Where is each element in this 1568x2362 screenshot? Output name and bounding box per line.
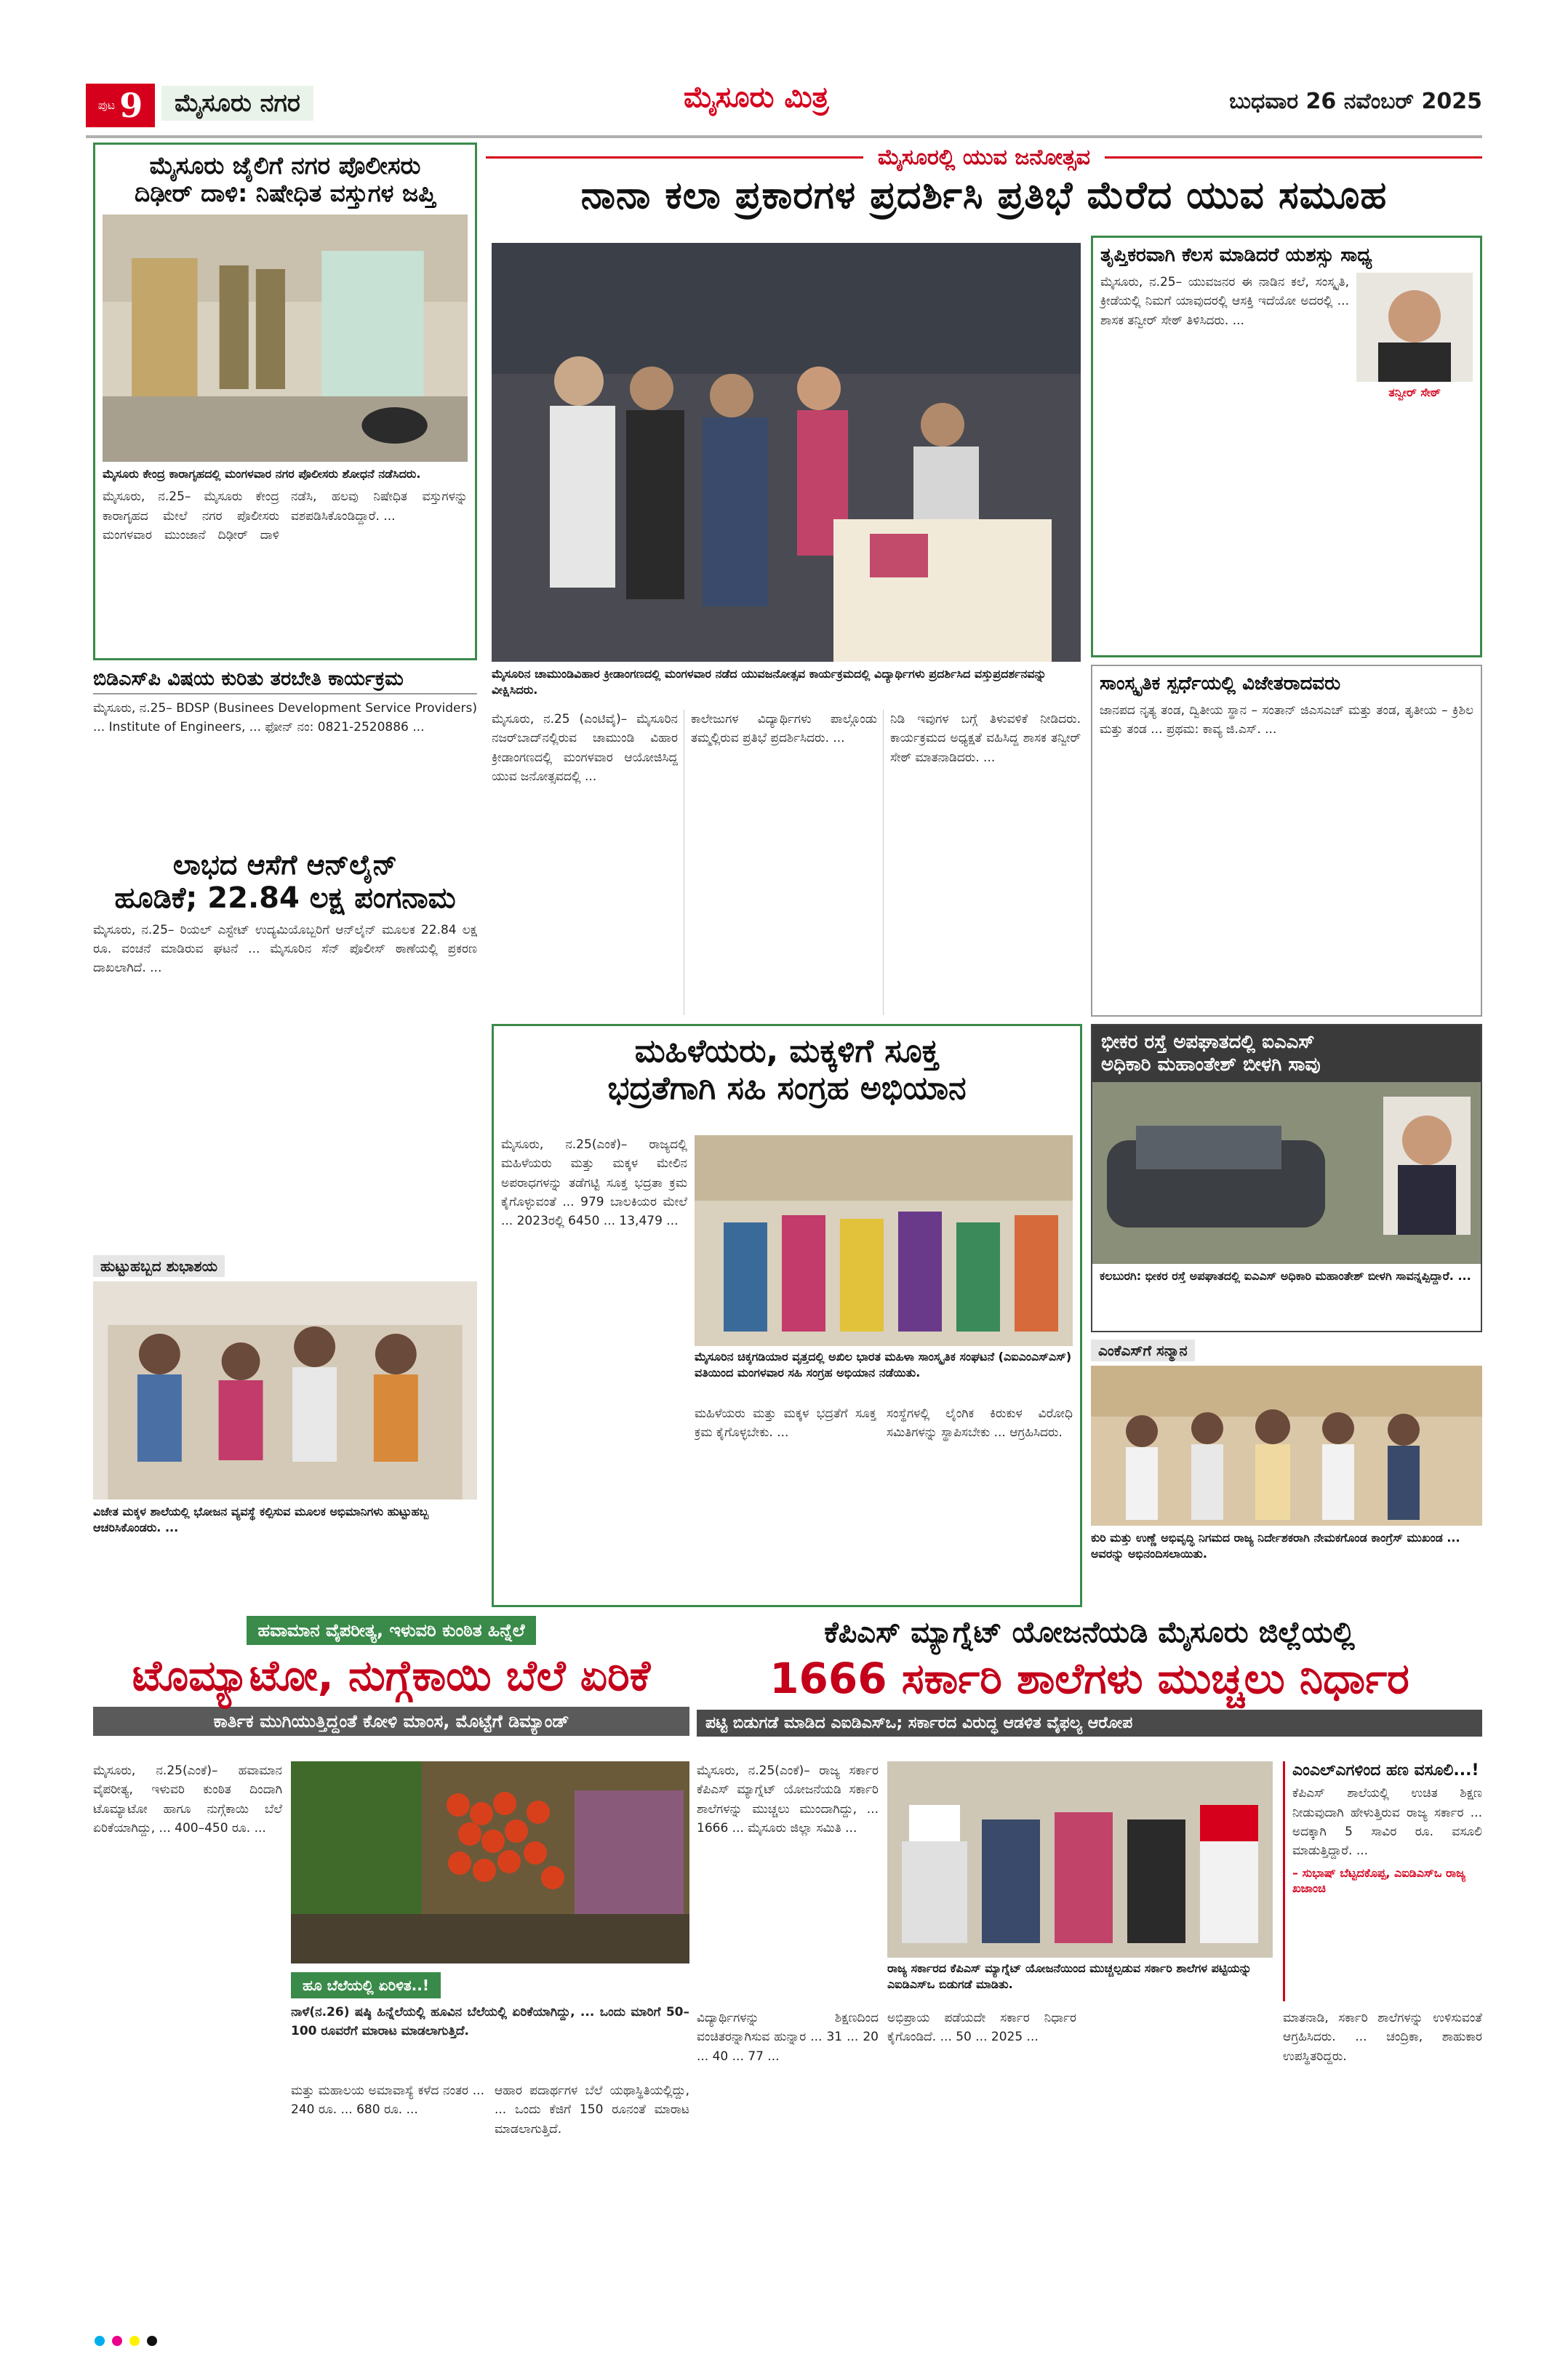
jail-photo-caption: ಮೈಸೂರು ಕೇಂದ್ರ ಕಾರಾಗೃಹದಲ್ಲಿ ಮಂಗಳವಾರ ನಗರ ಪೊಲೀಸರು ಶೋಧನೆ ನಡೆಸಿದರು. bbox=[103, 466, 421, 481]
school-headline-line1: ಕೆಪಿಎಸ್ ಮ್ಯಾಗ್ನೆಟ್ ಯೋಜನೆಯಡಿ ಮೈಸೂರು ಜಿಲ್ಲೆಯಲ್ಲಿ bbox=[824, 1616, 1355, 1649]
print-registration-dots bbox=[95, 2336, 157, 2346]
birthday-caption: ವಿಜೇತ ಮಕ್ಕಳ ಶಾಲೆಯಲ್ಲಿ ಭೋಜನ ವ್ಯವಸ್ಥೆ ಕಲ್ಪಿಸುವ ಮೂಲಕ ಅಭಿಮಾನಿಗಳು ಹುಟ್ಟುಹಬ್ಬ ಆಚರಿಸಿಕೊಂಡರು. ... bbox=[93, 1505, 429, 1534]
women-photo-image bbox=[695, 1135, 1073, 1346]
youth-fest-body-col1: ಮೈಸೂರು, ನ.25 (ಎಂಟಿವೈ)– ಮೈಸೂರಿನ ನಜರ್‌ಬಾದ್‌ನಲ್ಲಿರುವ ಚಾಮುಂಡಿ ವಿಹಾರ ಕ್ರೀಡಾಂಗಣದಲ್ಲಿ ಮಂಗಳವಾರ ಆಯೋಜಿಸಿದ್ದ ಯುವ ಜನೋತ್ಸವದಲ್ಲಿ ... bbox=[492, 712, 678, 785]
school-story bbox=[697, 1616, 1482, 2299]
honour-caption: ಕುರಿ ಮತ್ತು ಉಣ್ಣೆ ಅಭಿವೃದ್ಧಿ ನಿಗಮದ ರಾಜ್ಯ ನಿರ್ದೇಶಕರಾಗಿ ನೇಮಕಗೊಂಡ ಕಾಂಗ್ರೆಸ್ ಮುಖಂಡ ... ಅವರನ್ನು ಅಭಿನಂದಿಸಲಾಯಿತು. bbox=[1091, 1531, 1460, 1561]
school-caption: ರಾಜ್ಯ ಸರ್ಕಾರದ ಕೆಪಿಎಸ್ ಮ್ಯಾಗ್ನೆಟ್ ಯೋಜನೆಯಿಂದ ಮುಚ್ಚಲ್ಪಡುವ ಸರ್ಕಾರಿ ಶಾಲೆಗಳ ಪಟ್ಟಿಯನ್ನು ಎಐಡಿಎಸ್‌ಒ ಬಿಡುಗಡೆ ಮಾಡಿತು. bbox=[887, 1961, 1252, 1991]
success-portrait-image bbox=[1356, 273, 1473, 382]
youth-fest-body-col3: ನಿಡಿ ಇವುಗಳ ಬಗ್ಗೆ ತಿಳುವಳಿಕೆ ನೀಡಿದರು. ಕಾರ್ಯಕ್ರಮದ ಅಧ್ಯಕ್ಷತೆ ವಹಿಸಿದ್ದ ಶಾಸಕ ತನ್ವೀರ್ ಸೇಠ್ ಮಾತನಾಡಿದರು. ... bbox=[890, 712, 1081, 765]
tomato-body-col2: ಮತ್ತು ಮಹಾಲಯ ಅಮಾವಾಸ್ಯೆ ಕಳೆದ ನಂತರ ... 240 ರೂ. ... 680 ರೂ. ... bbox=[291, 2083, 484, 2118]
accident-box bbox=[1091, 1024, 1482, 1332]
women-body-col1: ಮೈಸೂರು, ನ.25(ಎಂಕೆ)– ರಾಜ್ಯದಲ್ಲಿ ಮಹಿಳೆಯರು ಮತ್ತು ಮಕ್ಕಳ ಮೇಲಿನ ಅಪರಾಧಗಳನ್ನು ತಡೆಗಟ್ಟಿ ಸೂಕ್ತ ಭದ್ರತಾ ಕ್ರಮ ಕೈಗೊಳ್ಳುವಂತೆ ... 979 ಬಾಲಕಿಯರ ಮೇಲೆ ... 2023ರಲ್ಲಿ 6450 ... 13,479 ... bbox=[501, 1137, 687, 1229]
youth-fest-caption: ಮೈಸೂರಿನ ಚಾಮುಂಡಿವಿಹಾರ ಕ್ರೀಡಾಂಗಣದಲ್ಲಿ ಮಂಗಳವಾರ ನಡೆದ ಯುವಜನೋತ್ಸವ ಕಾರ್ಯಕ್ರಮದಲ್ಲಿ ವಿದ್ಯಾರ್ಥಿಗಳು ಪ್ರದರ್ಶಿಸಿದ ವಸ್ತುಪ್ರದರ್ಶನವನ್ನು ವೀಕ್ಷಿಸಿದರು. bbox=[492, 667, 1047, 697]
school-body-col1: ಮೈಸೂರು, ನ.25(ಎಂಕೆ)– ರಾಜ್ಯ ಸರ್ಕಾರ ಕೆಪಿಎಸ್ ಮ್ಯಾಗ್ನೆಟ್ ಯೋಜನೆಯಡಿ ಸರ್ಕಾರಿ ಶಾಲೆಗಳನ್ನು ಮುಚ್ಚಲು ಮುಂದಾಗಿದ್ದು, ... 1666 ... ಮೈಸೂರು ಜಿಲ್ಲಾ ಸಮಿತಿ ... bbox=[697, 1764, 879, 1836]
accident-caption: ಕಲಬುರಗಿ: ಭೀಕರ ರಸ್ತೆ ಅಪಘಾತದಲ್ಲಿ ಐಎಎಸ್ ಅಧಿಕಾರಿ ಮಹಾಂತೇಶ್ ಬೀಳಗಿ ಸಾವನ್ನಪ್ಪಿದ್ದಾರೆ. ... bbox=[1100, 1269, 1471, 1283]
jail-story-box bbox=[93, 143, 477, 660]
success-body: ಮೈಸೂರು, ನ.25– ಯುವಜನರ ಈ ನಾಡಿನ ಕಲೆ, ಸಂಸ್ಕೃತಿ, ಕ್ರೀಡೆಯಲ್ಲಿ ನಿಮಗೆ ಯಾವುದರಲ್ಲಿ ಆಸಕ್ತಿ ಇದೆಯೋ ಅದರಲ್ಲಿ ... ಶಾಸಕ ತನ್ವೀರ್ ಸೇಠ್ ತಿಳಿಸಿದರು. ... bbox=[1100, 274, 1349, 328]
school-body-col3: ಅಭಿಪ್ರಾಯ ಪಡೆಯದೇ ಸರ್ಕಾರ ನಿರ್ಧಾರ ಕೈಗೊಂಡಿದೆ. ... 50 ... 2025 ... bbox=[887, 2011, 1076, 2045]
tomato-body-col3: ಆಹಾರ ಪದಾರ್ಥಗಳ ಬೆಲೆ ಯಥಾಸ್ಥಿತಿಯಲ್ಲಿದ್ದು, ... ಒಂದು ಕೆಜಿಗೆ 150 ರೂನಂತೆ ಮಾರಾಟ ಮಾಡಲಾಗುತ್ತಿದೆ. bbox=[495, 2083, 689, 2137]
tomato-headline: ಟೊಮ್ಯಾಟೋ, ನುಗ್ಗೆಕಾಯಿ ಬೆಲೆ ಏರಿಕೆ bbox=[132, 1651, 651, 1700]
jail-body: ಮೈಸೂರು, ನ.25– ಮೈಸೂರು ಕೇಂದ್ರ ಕಾರಾಗೃಹದ ಮೇಲೆ ನಗರ ಪೊಲೀಸರು ಮಂಗಳವಾರ ಮುಂಜಾನೆ ದಿಢೀರ್ ದಾಳಿ ನಡೆಸಿ, ಹಲವು ನಿಷೇಧಿತ ವಸ್ತುಗಳನ್ನು ವಶಪಡಿಸಿಕೊಂಡಿದ್ದಾರೆ. ... bbox=[103, 489, 468, 543]
winners-headline: ಸಾಂಸ್ಕೃತಿಕ ಸ್ಪರ್ಧೆಯಲ್ಲಿ ವಿಜೇತರಾದವರು bbox=[1100, 673, 1341, 694]
birthday-photo-image bbox=[93, 1281, 477, 1500]
yellow-dot bbox=[129, 2336, 140, 2346]
fraud-headline-line1: ಲಾಭದ ಆಸೆಗೆ ಆನ್‌ಲೈನ್ bbox=[172, 849, 398, 881]
women-headline-line1: ಮಹಿಳೆಯರು, ಮಕ್ಕಳಿಗೆ ಸೂಕ್ತ bbox=[634, 1033, 940, 1070]
women-body-col2: ಮಹಿಳೆಯರು ಮತ್ತು ಮಕ್ಕಳ ಭದ್ರತೆಗೆ ಸೂಕ್ತ ಕ್ರಮ ಕೈಗೊಳ್ಳಬೇಕು. ... bbox=[695, 1406, 876, 1441]
success-box bbox=[1091, 236, 1482, 657]
school-photo bbox=[887, 1761, 1273, 1958]
women-body-col3: ಸಂಸ್ಥೆಗಳಲ್ಲಿ ಲೈಂಗಿಕ ಕಿರುಕುಳ ವಿರೋಧಿ ಸಮಿತಿಗಳನ್ನು ಸ್ಥಾಪಿಸಬೇಕು ... ಆಗ್ರಹಿಸಿದರು. bbox=[887, 1406, 1073, 1441]
success-headline: ತೃಪ್ತಿಕರವಾಗಿ ಕೆಲಸ ಮಾಡಿದರೆ ಯಶಸ್ಸು ಸಾಧ್ಯ bbox=[1100, 244, 1372, 266]
school-quote-body: ಕೆಪಿಎಸ್ ಶಾಲೆಯಲ್ಲಿ ಉಚಿತ ಶಿಕ್ಷಣ ನೀಡುವುದಾಗಿ ಹೇಳುತ್ತಿರುವ ರಾಜ್ಯ ಸರ್ಕಾರ ... ಅದಕ್ಕಾಗಿ 5 ಸಾವಿರ ರೂ. ವಸೂಲಿ ಮಾಡುತ್ತಿದ್ದಾರೆ. ... bbox=[1292, 1786, 1482, 1859]
issue-date: ಬುಧವಾರ 26 ನವೆಂಬರ್ 2025 bbox=[1229, 89, 1482, 114]
tomato-photo bbox=[291, 1761, 689, 1963]
tomato-body-col1: ಮೈಸೂರು, ನ.25(ಎಂಕೆ)– ಹವಾಮಾನ ವೈಪರೀತ್ಯ, ಇಳುವರಿ ಕುಂಠಿತ ದಿಂದಾಗಿ ಟೊಮ್ಯಾಟೋ ಹಾಗೂ ನುಗ್ಗೆಕಾಯಿ ಬೆಲೆ ಏರಿಕೆಯಾಗಿದ್ದು, ... 400–450 ರೂ. ... bbox=[93, 1764, 282, 1836]
accident-headline-banner bbox=[1092, 1025, 1481, 1082]
birthday-story bbox=[93, 1255, 477, 1582]
page-number: 9 bbox=[119, 86, 143, 125]
kicker-rule-right bbox=[1105, 156, 1482, 159]
newspaper-logo: ಮೈಸೂರು ಮಿತ್ರ bbox=[684, 80, 829, 114]
women-photo bbox=[695, 1135, 1073, 1346]
tomato-kicker: ಹವಾಮಾನ ವೈಪರೀತ್ಯ, ಇಳುವರಿ ಕುಂಠಿತ ಹಿನ್ನೆಲೆ bbox=[247, 1616, 537, 1645]
youth-fest-photo bbox=[492, 243, 1081, 662]
youth-fest-kicker bbox=[486, 143, 1482, 172]
tomato-subhead: ಕಾರ್ತಿಕ ಮುಗಿಯುತ್ತಿದ್ದಂತೆ ಕೋಳಿ ಮಾಂಸ, ಮೊಟ್ಟೆಗೆ ಡಿಮ್ಯಾಂಡ್ bbox=[93, 1707, 689, 1736]
birthday-label: ಹುಟ್ಟುಹಬ್ಬದ ಶುಭಾಶಯ bbox=[93, 1255, 225, 1277]
school-quote-byline: – ಸುಭಾಷ್ ಬೆಟ್ಟದಕೊಪ್ಪ, ಎಐಡಿಎಸ್‌ಒ ರಾಜ್ಯ ಖಜಾಂಚಿ bbox=[1292, 1865, 1466, 1896]
jail-photo bbox=[103, 215, 468, 462]
section-name: ಮೈಸೂರು ನಗರ bbox=[161, 86, 313, 121]
black-dot bbox=[147, 2336, 157, 2346]
women-caption: ಮೈಸೂರಿನ ಚಿಕ್ಕಗಡಿಯಾರ ವೃತ್ತದಲ್ಲಿ ಅಖಿಲ ಭಾರತ ಮಹಿಳಾ ಸಾಂಸ್ಕೃತಿಕ ಸಂಘಟನೆ (ಎಐಎಂಎಸ್‌ಎಸ್) ವತಿಯಿಂದ ಮಂಗಳವಾರ ಸಹಿ ಸಂಗ್ರಹ ಅಭಿಯಾನ ನಡೆಯಿತು. bbox=[695, 1350, 1072, 1380]
youth-fest-kicker-text: ಮೈಸೂರಲ್ಲಿ ಯುವ ಜನೋತ್ಸವ bbox=[877, 144, 1091, 170]
school-quote-box bbox=[1283, 1761, 1482, 2001]
accident-photo-image bbox=[1092, 1082, 1481, 1264]
bdsp-story bbox=[93, 668, 477, 841]
youth-fest-photo-image bbox=[492, 243, 1081, 662]
jail-photo-image bbox=[103, 215, 468, 462]
winners-box bbox=[1091, 665, 1482, 1017]
school-quote-title: ಎಂಎಲ್‌ಎಗಳಿಂದ ಹಣ ವಸೂಲಿ...! bbox=[1292, 1761, 1479, 1779]
fraud-body: ಮೈಸೂರು, ನ.25– ರಿಯಲ್ ಎಸ್ಟೇಟ್ ಉದ್ಯಮಿಯೊಬ್ಬರಿಗೆ ಆನ್‌ಲೈನ್ ಮೂಲಕ 22.84 ಲಕ್ಷ ರೂ. ವಂಚನೆ ಮಾಡಿರುವ ಘಟನೆ ... ಮೈಸೂರಿನ ಸೆನ್ ಪೊಲೀಸ್ ಠಾಣೆಯಲ್ಲಿ ಪ್ರಕರಣ ದಾಖಲಾಗಿದೆ. ... bbox=[93, 922, 477, 976]
youth-fest-headline: ನಾನಾ ಕಲಾ ಪ್ರಕಾರಗಳ ಪ್ರದರ್ಶಿಸಿ ಪ್ರತಿಭೆ ಮೆರೆದ ಯುವ ಸಮೂಹ bbox=[580, 174, 1388, 217]
school-photo-image bbox=[887, 1761, 1273, 1958]
bdsp-headline: ಬಿಡಿಎಸ್‌ಪಿ ವಿಷಯ ಕುರಿತು ತರಬೇತಿ ಕಾರ್ಯಕ್ರಮ bbox=[93, 668, 477, 694]
tomato-inset-label: ಹೂ ಬೆಲೆಯಲ್ಲಿ ಏರಿಳಿತ..! bbox=[291, 1972, 441, 1998]
school-body-col4: ಮಾತನಾಡಿ, ಸರ್ಕಾರಿ ಶಾಲೆಗಳನ್ನು ಉಳಿಸುವಂತೆ ಆಗ್ರಹಿಸಿದರು. ... ಚಂದ್ರಿಕಾ, ಶಾಹುಕಾರ ಉಪಸ್ಥಿತರಿದ್ದರು. bbox=[1283, 2011, 1482, 2064]
school-body-col2: ವಿದ್ಯಾರ್ಥಿಗಳನ್ನು ಶಿಕ್ಷಣದಿಂದ ವಂಚಿತರನ್ನಾಗಿಸುವ ಹುನ್ನಾರ ... 31 ... 20 ... 40 ... 77 ... bbox=[697, 2011, 879, 2064]
tomato-inset bbox=[291, 1972, 689, 2041]
school-subhead: ಪಟ್ಟಿ ಬಿಡುಗಡೆ ಮಾಡಿದ ಎಐಡಿಎಸ್‌ಒ; ಸರ್ಕಾರದ ವಿರುದ್ಧ ಆಡಳಿತ ವೈಫಲ್ಯ ಆರೋಪ bbox=[697, 1710, 1482, 1737]
tomato-kicker-wrap bbox=[93, 1616, 689, 1645]
magenta-dot bbox=[112, 2336, 122, 2346]
fraud-story bbox=[93, 849, 477, 1248]
tomato-story bbox=[93, 1616, 689, 2299]
fraud-headline-line2: ಹೂಡಿಕೆ; 22.84 ಲಕ್ಷ ಪಂಗನಾಮ bbox=[114, 881, 456, 915]
accident-photo bbox=[1092, 1082, 1481, 1264]
page-label: ಪುಟ bbox=[97, 98, 116, 112]
accident-headline-line1: ಭೀಕರ ರಸ್ತೆ ಅಪಘಾತದಲ್ಲಿ ಐಎಎಸ್ bbox=[1101, 1031, 1315, 1053]
winners-body: ಜಾನಪದ ನೃತ್ಯ ತಂಡ, ದ್ವಿತೀಯ ಸ್ಥಾನ – ಸಂತಾನ್ ಜಿಎಸಎಚ್ ಮತ್ತು ತಂಡ, ತೃತೀಯ – ಕ್ರಿಶಿಲ ಮತ್ತು ತಂಡ ... ಪ್ರಥಮ: ಕಾವ್ಯ ಜಿ.ಎಸ್. ... bbox=[1100, 702, 1473, 737]
jail-headline-line2: ದಿಢೀರ್ ದಾಳಿ: ನಿಷೇಧಿತ ವಸ್ತುಗಳ ಜಪ್ತಿ bbox=[134, 178, 436, 207]
honour-box bbox=[1091, 1340, 1482, 1607]
success-portrait bbox=[1356, 273, 1473, 401]
women-headline-line2: ಭದ್ರತೆಗಾಗಿ ಸಹಿ ಸಂಗ್ರಹ ಅಭಿಯಾನ bbox=[607, 1069, 967, 1107]
women-story-box bbox=[492, 1024, 1082, 1607]
tomato-inset-body: ನಾಳೆ(ನ.26) ಷಷ್ಠಿ ಹಿನ್ನೆಲೆಯಲ್ಲಿ ಹೂವಿನ ಬೆಲೆಯಲ್ಲಿ ಏರಿಕೆಯಾಗಿದ್ದು, ... ಒಂದು ಮಾರಿಗೆ 50–100 ರೂವರೆಗೆ ಮಾರಾಟ ಮಾಡಲಾಗುತ್ತಿದೆ. bbox=[291, 2005, 689, 2039]
masthead-divider bbox=[86, 135, 1482, 138]
honour-photo bbox=[1091, 1366, 1482, 1526]
honour-label: ಎಂಕೆಎಸ್‌ಗೆ ಸನ್ಮಾನ bbox=[1091, 1340, 1195, 1361]
birthday-photo bbox=[93, 1281, 477, 1500]
school-headline-line2: 1666 ಸರ್ಕಾರಿ ಶಾಲೆಗಳು ಮುಚ್ಚಲು ನಿರ್ಧಾರ bbox=[769, 1654, 1409, 1703]
tomato-photo-image bbox=[291, 1761, 689, 1963]
jail-headline-line1: ಮೈಸೂರು ಜೈಲಿಗೆ ನಗರ ಪೊಲೀಸರು bbox=[149, 151, 421, 180]
cyan-dot bbox=[95, 2336, 105, 2346]
youth-col-rule-2 bbox=[883, 710, 884, 1015]
kicker-rule-left bbox=[486, 156, 863, 159]
youth-fest-body-col2: ಕಾಲೇಜುಗಳ ವಿದ್ಯಾರ್ಥಿಗಳು ಪಾಲ್ಗೊಂಡು ತಮ್ಮಲ್ಲಿರುವ ಪ್ರತಿಭೆ ಪ್ರದರ್ಶಿಸಿದರು. ... bbox=[691, 712, 877, 746]
success-portrait-caption: ತನ್ವೀರ್ ಸೇಠ್ bbox=[1388, 385, 1441, 399]
page-number-badge bbox=[86, 84, 155, 127]
accident-headline-line2: ಅಧಿಕಾರಿ ಮಹಾಂತೇಶ್ ಬೀಳಗಿ ಸಾವು bbox=[1101, 1054, 1321, 1076]
bdsp-body: ಮೈಸೂರು, ನ.25– BDSP (Businees Development Service Providers) ... Institute of Engineers, ... ಫೋನ್ ನಂ: 0821-2520886 ... bbox=[93, 701, 477, 735]
honour-photo-image bbox=[1091, 1366, 1482, 1526]
